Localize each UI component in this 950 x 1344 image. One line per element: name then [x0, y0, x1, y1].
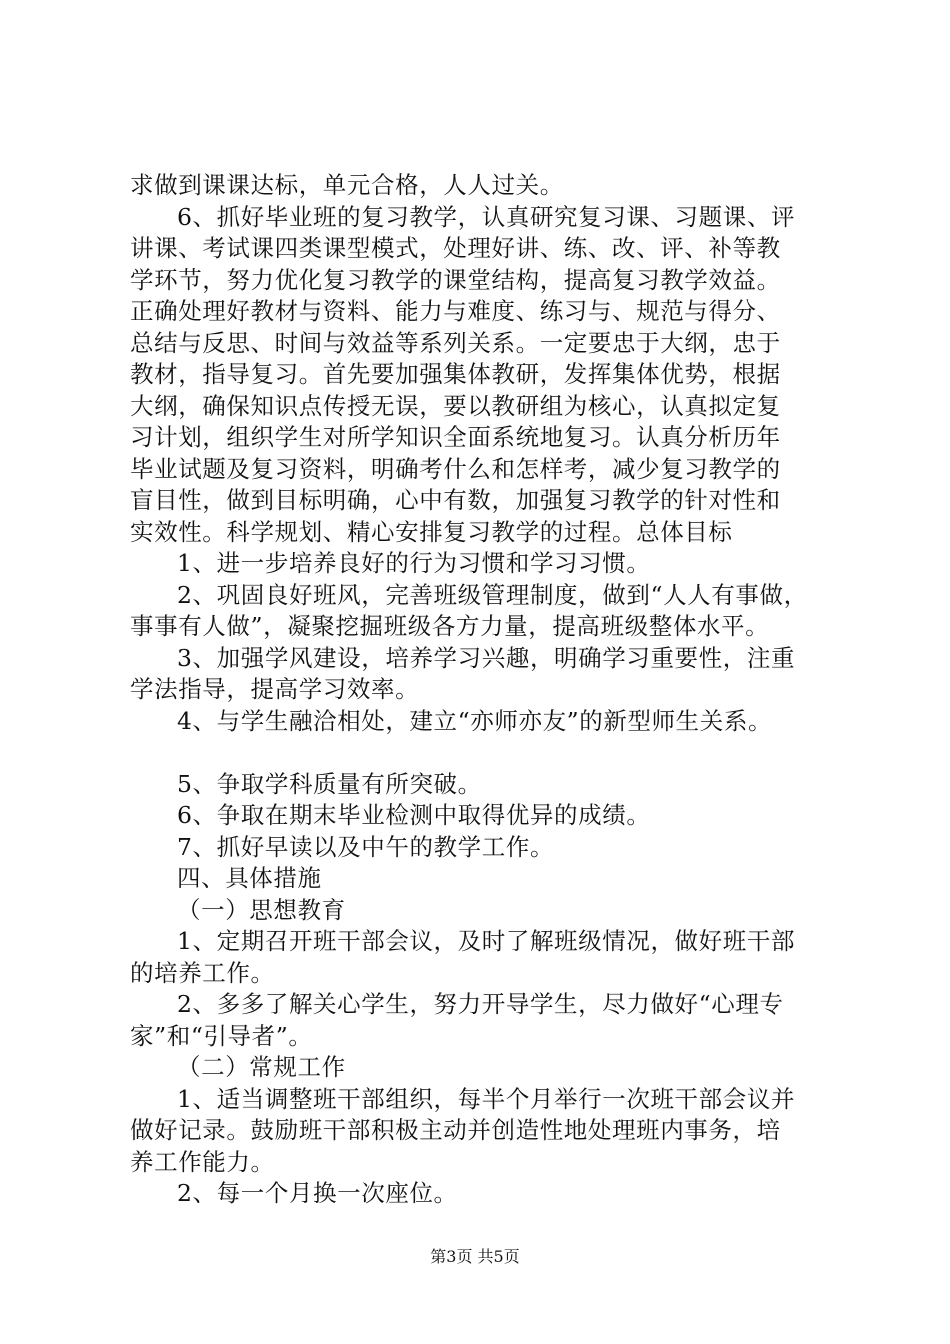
- text-line: 家”和“引导者”。: [130, 1021, 313, 1050]
- text-line: 1、定期召开班干部会议，及时了解班级情况，做好班干部: [177, 927, 796, 955]
- text-line: 求做到课课达标，单元合格，人人过关。: [130, 171, 564, 199]
- blank-line: [130, 737, 830, 769]
- text-line: 1、进一步培养良好的行为习惯和学习习惯。: [177, 549, 651, 577]
- text-line: 事事有人做”，凝聚挖掘班级各方力量，提高班级整体水平。: [130, 612, 770, 640]
- text-line: 7、抓好早读以及中午的教学工作。: [177, 832, 555, 861]
- text-line: 盲目性，做到目标明确，心中有数，加强复习教学的针对性和: [130, 486, 781, 514]
- text-line: 4、与学生融洽相处，建立“亦师亦友”的新型师生关系。: [177, 706, 773, 735]
- text-line: 2、巩固良好班风，完善班级管理制度，做到“人人有事做，: [177, 580, 808, 609]
- text-line: 学法指导，提高学习效率。: [130, 675, 420, 703]
- text-line: 6、抓好毕业班的复习教学，认真研究复习课、习题课、评: [177, 202, 796, 231]
- page-footer: [0, 1244, 950, 1267]
- section-heading: 四、具体措施: [177, 864, 322, 892]
- text-line: 讲课、考试课四类课型模式，处理好讲、练、改、评、补等教: [130, 234, 781, 262]
- text-line: 的培养工作。: [130, 958, 275, 987]
- text-line: 正确处理好教材与资料、能力与难度、练习与、规范与得分、: [130, 297, 781, 325]
- text-line: 5、争取学科质量有所突破。: [177, 769, 482, 798]
- text-line: 2、每一个月换一次座位。: [177, 1179, 458, 1207]
- text-line: 3、加强学风建设，培养学习兴趣，明确学习重要性，注重: [177, 643, 796, 672]
- text-line: 6、争取在期末毕业检测中取得优异的成绩。: [177, 801, 651, 829]
- text-line: 养工作能力。: [130, 1147, 275, 1176]
- text-line: 教材，指导复习。首先要加强集体教研，发挥集体优势，根据: [130, 360, 781, 388]
- document-body: [130, 170, 830, 1210]
- text-line: 做好记录。鼓励班干部积极主动并创造性地处理班内事务，培: [130, 1116, 781, 1144]
- text-line: 毕业试题及复习资料，明确考什么和怎样考，减少复习教学的: [130, 454, 781, 483]
- text-line: 1、适当调整班干部组织，每半个月举行一次班干部会议并: [177, 1084, 796, 1113]
- subsection-heading: （二）常规工作: [177, 1053, 346, 1081]
- text-line: 大纲，确保知识点传授无误，要以教研组为核心，认真拟定复: [130, 391, 781, 420]
- text-line: 总结与反思、时间与效益等系列关系。一定要忠于大纲，忠于: [130, 328, 781, 357]
- text-line: 学环节，努力优化复习教学的课堂结构，提高复习教学效益。: [130, 265, 781, 294]
- text-line: 2、多多了解关心学生，努力开导学生，尽力做好“心理专: [177, 990, 784, 1018]
- page-indicator: 第3页 共5页: [430, 1247, 520, 1266]
- text-line: 实效性。科学规划、精心安排复习教学的过程。总体目标: [130, 517, 733, 546]
- subsection-heading: （一）思想教育: [177, 895, 346, 924]
- text-line: 习计划，组织学生对所学知识全面系统地复习。认真分析历年: [130, 423, 781, 451]
